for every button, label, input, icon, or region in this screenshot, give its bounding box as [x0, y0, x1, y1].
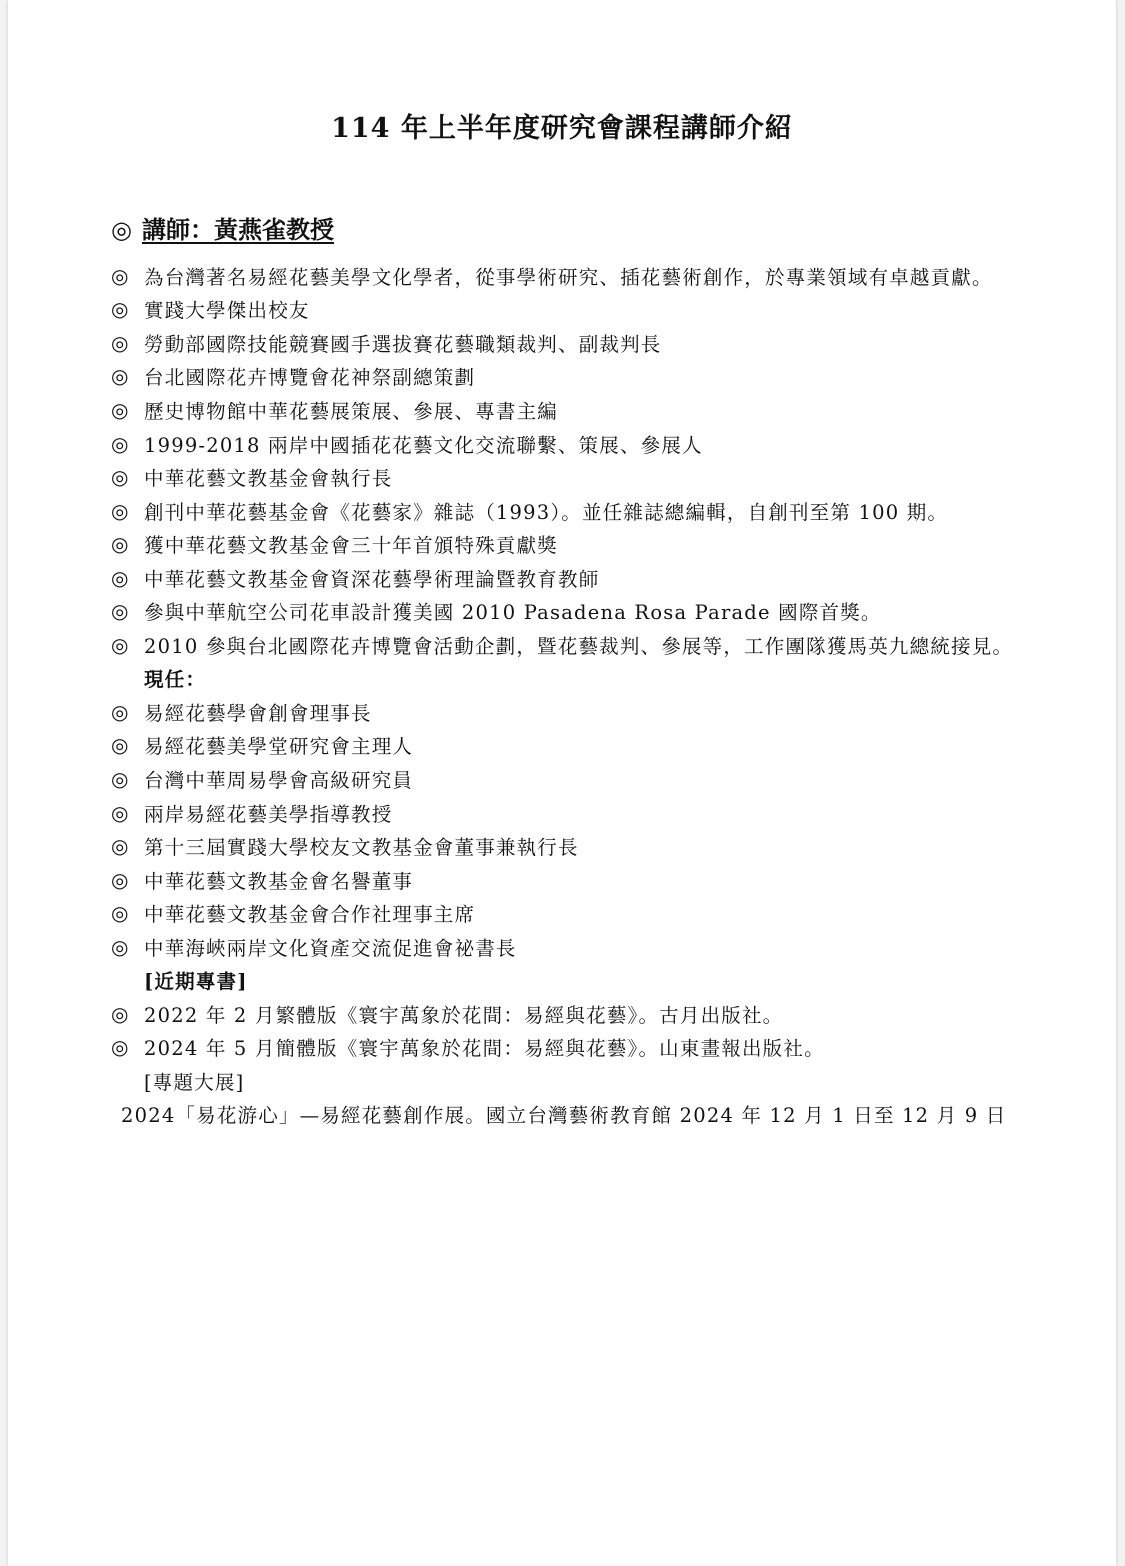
- books-heading: [近期專書]: [144, 970, 248, 994]
- list-item: ◎ 中華花藝文教基金會合作社理事主席: [111, 901, 476, 927]
- list-item: ◎ 創刊中華花藝基金會《花藝家》雜誌（1993）。並任雜誌總編輯，自創刊至第 100 期。: [111, 498, 949, 524]
- list-item: ◎ 中華海峽兩岸文化資產交流促進會祕書長: [111, 934, 517, 960]
- list-item: ◎ 歷史博物館中華花藝展策展、參展、專書主編: [111, 397, 559, 423]
- exhibition-heading: [專題大展]: [144, 1070, 245, 1094]
- lecturer-heading: [111, 210, 334, 245]
- list-item: ◎ 實踐大學傑出校友: [111, 297, 310, 323]
- bullet-mark: ◎: [111, 397, 129, 422]
- bullet-mark: ◎: [111, 263, 129, 288]
- list-item: ◎ 第十三屆實踐大學校友文教基金會董事兼執行長: [111, 834, 579, 860]
- bullet-mark: ◎: [111, 297, 129, 322]
- bullet-mark: ◎: [111, 867, 129, 892]
- list-item: ◎ 獲中華花藝文教基金會三十年首頒特殊貢獻獎: [111, 532, 559, 558]
- list-item: ◎ 勞動部國際技能競賽國手選拔賽花藝職類裁判、副裁判長: [111, 330, 662, 356]
- bullet-mark: ◎: [111, 330, 129, 355]
- bullet-mark: ◎: [111, 834, 129, 859]
- bullet-mark: ◎: [111, 1035, 129, 1060]
- heading-bullet: ◎: [111, 216, 132, 244]
- list-item: ◎ 2024 年 5 月簡體版《寰宇萬象於花間：易經與花藝》。山東畫報出版社。: [111, 1035, 825, 1061]
- bullet-mark: ◎: [111, 364, 129, 389]
- list-item: ◎ 中華花藝文教基金會資深花藝學術理論暨教育教師: [111, 565, 600, 591]
- document-page: [8, 0, 1116, 1566]
- bullet-mark: ◎: [111, 465, 129, 490]
- page-title: 114 年上半年度研究會課程講師介紹: [331, 113, 793, 144]
- lecturer-name: 講師：黃燕雀教授: [141, 215, 334, 244]
- bullet-mark: ◎: [111, 532, 129, 557]
- list-item: ◎ 中華花藝文教基金會名譽董事: [111, 867, 414, 893]
- bullet-mark: ◎: [111, 1001, 129, 1026]
- bullet-mark: ◎: [111, 733, 129, 758]
- exhibition-item: 2024「易花游心」—易經花藝創作展。國立台灣藝術教育館 2024 年 12 月 1 日至 12 月 9 日: [121, 1104, 1007, 1128]
- list-item: ◎ 2010 參與台北國際花卉博覽會活動企劃，暨花藝裁判、參展等，工作團隊獲馬英九總統接見。: [111, 632, 1014, 658]
- list-item: ◎ 易經花藝美學堂研究會主理人: [111, 733, 414, 759]
- list-item: ◎ 為台灣著名易經花藝美學文化學者，從事學術研究、插花藝術創作，於專業領域有卓越貢獻。: [111, 263, 993, 289]
- bullet-mark: ◎: [111, 565, 129, 590]
- list-item: ◎ 中華花藝文教基金會執行長: [111, 465, 393, 491]
- profile-list: [111, 259, 1071, 1131]
- bullet-mark: ◎: [111, 498, 129, 523]
- bullet-mark: ◎: [111, 599, 129, 624]
- bullet-mark: ◎: [111, 901, 129, 926]
- list-item: ◎ 2022 年 2 月繁體版《寰宇萬象於花間：易經與花藝》。古月出版社。: [111, 1001, 784, 1027]
- list-item: ◎ 1999-2018 兩岸中國插花花藝文化交流聯繫、策展、參展人: [111, 431, 703, 457]
- list-item: ◎ 參與中華航空公司花車設計獲美國 2010 Pasadena Rosa Parade 國際首獎。: [111, 599, 882, 625]
- bullet-mark: ◎: [111, 766, 129, 791]
- list-item: ◎ 台北國際花卉博覽會花神祭副總策劃: [111, 364, 476, 390]
- bullet-mark: ◎: [111, 699, 129, 724]
- list-item: ◎ 易經花藝學會創會理事長: [111, 699, 372, 725]
- current-positions-heading: 現任：: [144, 668, 207, 692]
- list-item: ◎ 台灣中華周易學會高級研究員: [111, 766, 414, 792]
- bullet-mark: ◎: [111, 934, 129, 959]
- bullet-mark: ◎: [111, 800, 129, 825]
- bullet-mark: ◎: [111, 632, 129, 657]
- bullet-mark: ◎: [111, 431, 129, 456]
- list-item: ◎ 兩岸易經花藝美學指導教授: [111, 800, 393, 826]
